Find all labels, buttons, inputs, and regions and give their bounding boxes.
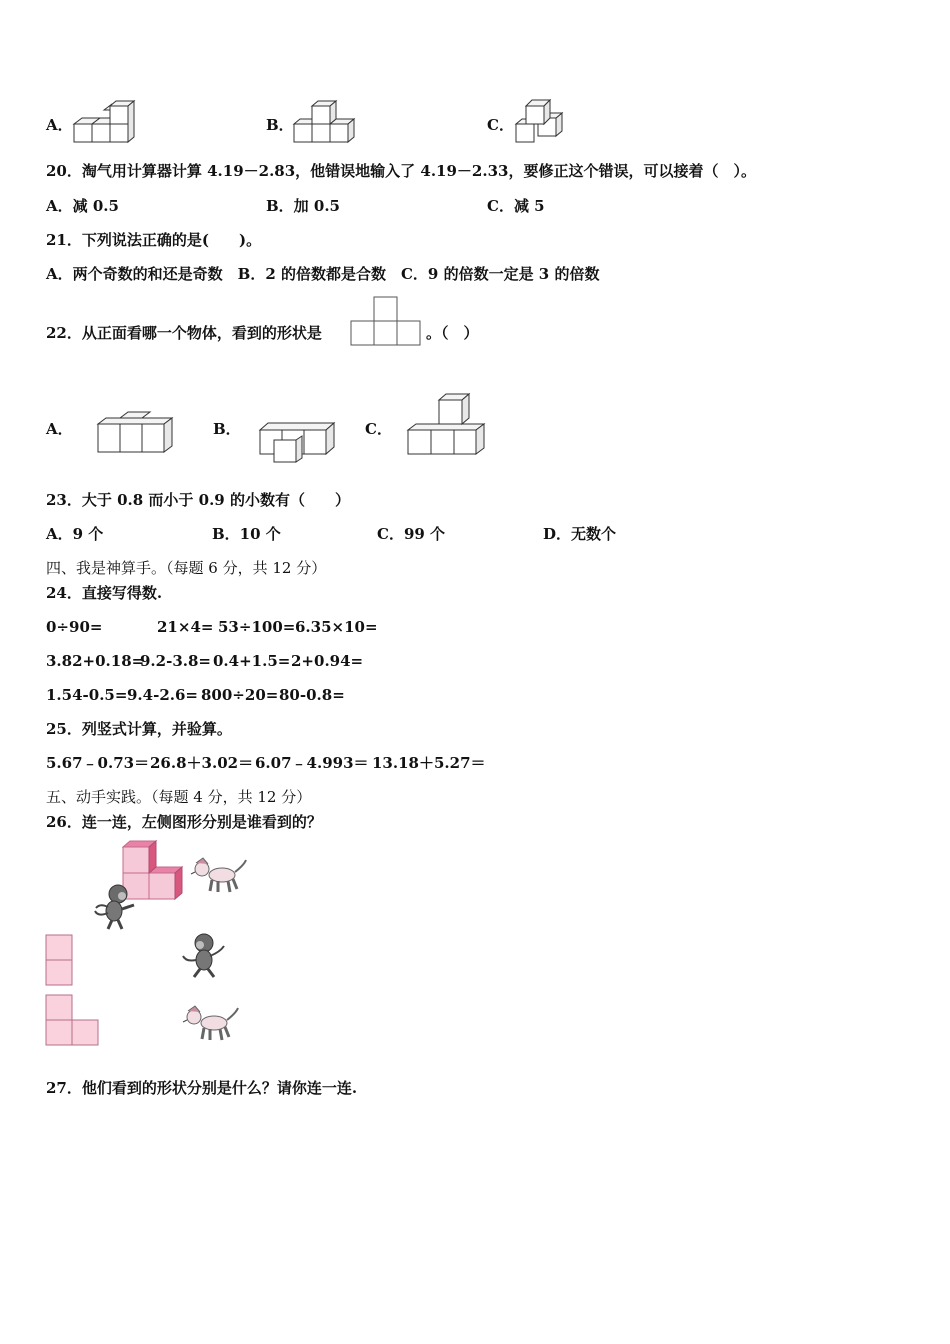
q25-item: 13.18＋5.27＝ — [372, 754, 486, 772]
monkey-icon — [92, 883, 138, 931]
q25-question: 25．列竖式计算，并验算。 — [46, 720, 232, 738]
q23-option-d: D．无数个 — [543, 525, 617, 543]
q22-option-b-label: B． — [213, 420, 241, 438]
dog-icon — [190, 855, 250, 897]
cube-arrangement-b-icon — [292, 104, 354, 146]
q27-question: 27．他们看到的形状分别是什么？请你连一连. — [46, 1079, 358, 1097]
monkey-icon[interactable] — [180, 932, 226, 978]
q24-item: 0÷90= — [46, 618, 103, 636]
q25-item: 26.8＋3.02＝ — [150, 754, 254, 772]
cube-arrangement-c-icon — [514, 98, 566, 146]
q24-item: 53÷100= — [218, 618, 296, 636]
q24-item: 9.2-3.8= — [140, 652, 211, 670]
q24-item: 6.35×10= — [295, 618, 378, 636]
q25-item: 6.07﹣4.993＝ — [255, 754, 369, 772]
q19-option-b-label: B． — [266, 116, 294, 134]
cube-arrangement-a-icon — [72, 104, 134, 146]
q24-item: 21×4= — [157, 618, 214, 636]
q22-option-a-label: A． — [46, 420, 73, 438]
q22-question: 22．从正面看哪一个物体，看到的形状是 — [46, 324, 322, 342]
q21-options: A．两个奇数的和还是奇数 B．2 的倍数都是合数 C．9 的倍数一定是 3 的倍数 — [46, 265, 600, 283]
q25-item: 5.67﹣0.73＝ — [46, 754, 150, 772]
q24-item: 3.82+0.18= — [46, 652, 145, 670]
q24-item: 80-0.8= — [279, 686, 345, 704]
q19-option-c-label: C． — [487, 116, 514, 134]
q22-option-b-solid-icon — [258, 420, 340, 466]
section-5-title: 五、动手实践。（每题 4 分，共 12 分） — [46, 788, 312, 806]
q22-question-tail: 。（ ） — [426, 324, 479, 342]
q24-question: 24．直接写得数. — [46, 584, 163, 602]
two-stacked-squares-shape[interactable] — [45, 934, 75, 988]
q26-question: 26．连一连，左侧图形分别是谁看到的？ — [46, 813, 322, 831]
q20-option-c: C．减 5 — [487, 197, 545, 215]
q20-option-b: B．加 0.5 — [266, 197, 340, 215]
q23-option-b: B．10 个 — [212, 525, 281, 543]
q23-option-c: C．99 个 — [377, 525, 446, 543]
dog-icon[interactable] — [182, 1003, 242, 1045]
q24-item: 9.4-2.6= — [127, 686, 198, 704]
q24-item: 2+0.94= — [291, 652, 364, 670]
q23-option-a: A．9 个 — [46, 525, 104, 543]
q21-question: 21．下列说法正确的是( )。 — [46, 231, 262, 249]
q24-item: 0.4+1.5= — [213, 652, 291, 670]
section-4-title: 四、我是神算手。（每题 6 分，共 12 分） — [46, 559, 327, 577]
q23-question: 23．大于 0.8 而小于 0.9 的小数有（ ） — [46, 491, 350, 509]
q20-option-a: A．减 0.5 — [46, 197, 119, 215]
q24-item: 1.54-0.5= — [46, 686, 128, 704]
front-view-shape-icon — [350, 296, 422, 346]
q24-item: 800÷20= — [201, 686, 279, 704]
l-shape-squares-shape[interactable] — [45, 994, 101, 1048]
q22-option-c-label: C． — [365, 420, 392, 438]
q20-question: 20．淘气用计算器计算 4.19－2.83，他错误地输入了 4.19－2.33，要修正这个错误，可以接着（ ）。 — [46, 162, 756, 180]
q22-option-c-solid-icon — [406, 392, 488, 458]
q22-option-a-solid-icon — [96, 410, 178, 456]
q19-option-a-label: A． — [46, 116, 73, 134]
